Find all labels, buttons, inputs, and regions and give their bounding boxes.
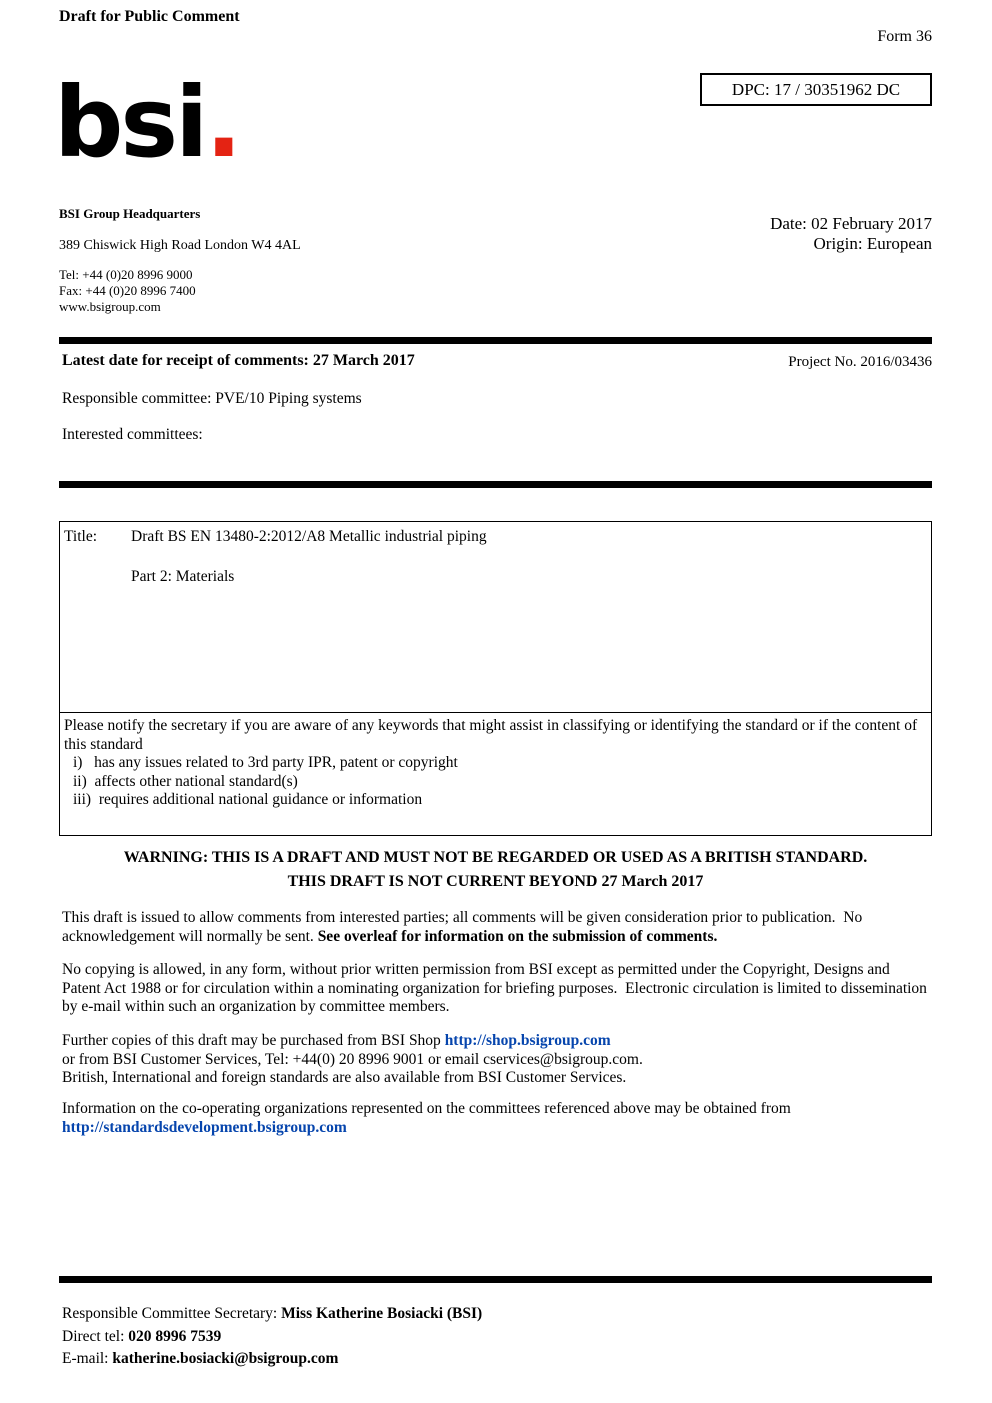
footer-email-label: E-mail: [62,1350,113,1367]
bsi-logo-text: bsi [54,66,206,179]
footer-secretary-block [62,1303,482,1371]
hq-fax: Fax: +44 (0)20 8996 7400 [59,283,196,298]
footer-tel-value: 020 8996 7539 [128,1327,222,1345]
paragraph-cooperating-orgs-text: Information on the co-operating organizations represented on the committees referenced above may be obtained from [62,1100,791,1117]
title-line1: Draft BS EN 13480-2:2012/A8 Metallic industrial piping [131,528,487,545]
keyword-item-2: ii) affects other national standard(s) [73,772,298,790]
footer-secretary-line [62,1303,482,1326]
footer-email-line [62,1348,482,1371]
paragraph-draft-issued [62,909,932,946]
project-number: Project No. 2016/03436 [788,354,932,370]
form-number-label: Form 36 [877,28,932,45]
date-line: Date: 02 February 2017 [770,214,932,233]
draft-for-public-comment-label: Draft for Public Comment [59,8,240,25]
title-label: Title: [64,528,98,545]
footer-tel-line [62,1326,482,1349]
keyword-item-1: i) has any issues related to 3rd party IPR, patent or copyright [73,754,458,771]
paragraph-customer-services-line: or from BSI Customer Services, Tel: +44(0) 20 8996 9001 or email cservices@bsigroup.com. [62,1050,643,1068]
bsi-shop-link[interactable]: http://shop.bsigroup.com [444,1032,611,1049]
hq-title: BSI Group Headquarters [59,206,201,221]
paragraph-no-copying: No copying is allowed, in any form, without prior written permission from BSI except as permitted under the Copyright, Designs and Patent Act 1988 or for circulation within a nominating organization for briefing purposes. Electronic circulation is limited to dissemination by e-mail within such an organization by committee members. [62,961,931,1015]
paragraph-cooperating-orgs [62,1100,932,1137]
bsi-logo-dot: . [205,66,240,179]
footer-secretary-label: Responsible Committee Secretary: [62,1305,282,1322]
responsible-committee-line: Responsible committee: PVE/10 Piping systems [62,390,362,407]
bsi-logo [54,66,239,180]
keywords-intro: Please notify the secretary if you are aware of any keywords that might assist in classifying or identifying the standard or if the content of this standard [64,717,921,753]
divider-bottom [59,1276,932,1283]
paragraph-draft-issued-text: This draft is issued to allow comments from interested parties; all comments will be given consideration prior to publication. No acknowledgement will normally be sent. [62,909,867,945]
interested-committees-line: Interested committees: [62,426,203,443]
paragraph-draft-issued-bold: See overleaf for information on the submission of comments. [317,927,718,945]
warning-line2: THIS DRAFT IS NOT CURRENT BEYOND 27 March 2017 [287,873,704,890]
hq-website: www.bsigroup.com [59,299,161,314]
paragraph-further-copies-text: Further copies of this draft may be purchased from BSI Shop [62,1032,445,1049]
keywords-box [59,712,932,836]
warning-line1: WARNING: THIS IS A DRAFT AND MUST NOT BE REGARDED OR USED AS A BRITISH STANDARD. [123,849,868,866]
title-box [59,521,932,713]
footer-email-value: katherine.bosiacki@bsigroup.com [112,1350,339,1367]
standards-development-link[interactable]: http://standardsdevelopment.bsigroup.com [62,1118,347,1136]
divider-middle [59,481,932,488]
origin-line: Origin: European [813,234,932,253]
latest-date-line: Latest date for receipt of comments: 27 March 2017 [62,352,415,369]
hq-address: 389 Chiswick High Road London W4 4AL [59,238,301,253]
hq-tel: Tel: +44 (0)20 8996 9000 [59,267,193,282]
footer-tel-label: Direct tel: [62,1327,129,1345]
dpc-number-box: DPC: 17 / 30351962 DC [700,73,932,106]
paragraph-standards-available-line: British, International and foreign standards are also available from BSI Customer Services. [62,1069,627,1086]
footer-secretary-name: Miss Katherine Bosiacki (BSI) [281,1305,483,1322]
paragraph-further-copies [62,1032,932,1088]
keyword-item-3: iii) requires additional national guidance or information [73,791,423,808]
divider-top [59,337,932,344]
title-line2: Part 2: Materials [131,568,235,585]
